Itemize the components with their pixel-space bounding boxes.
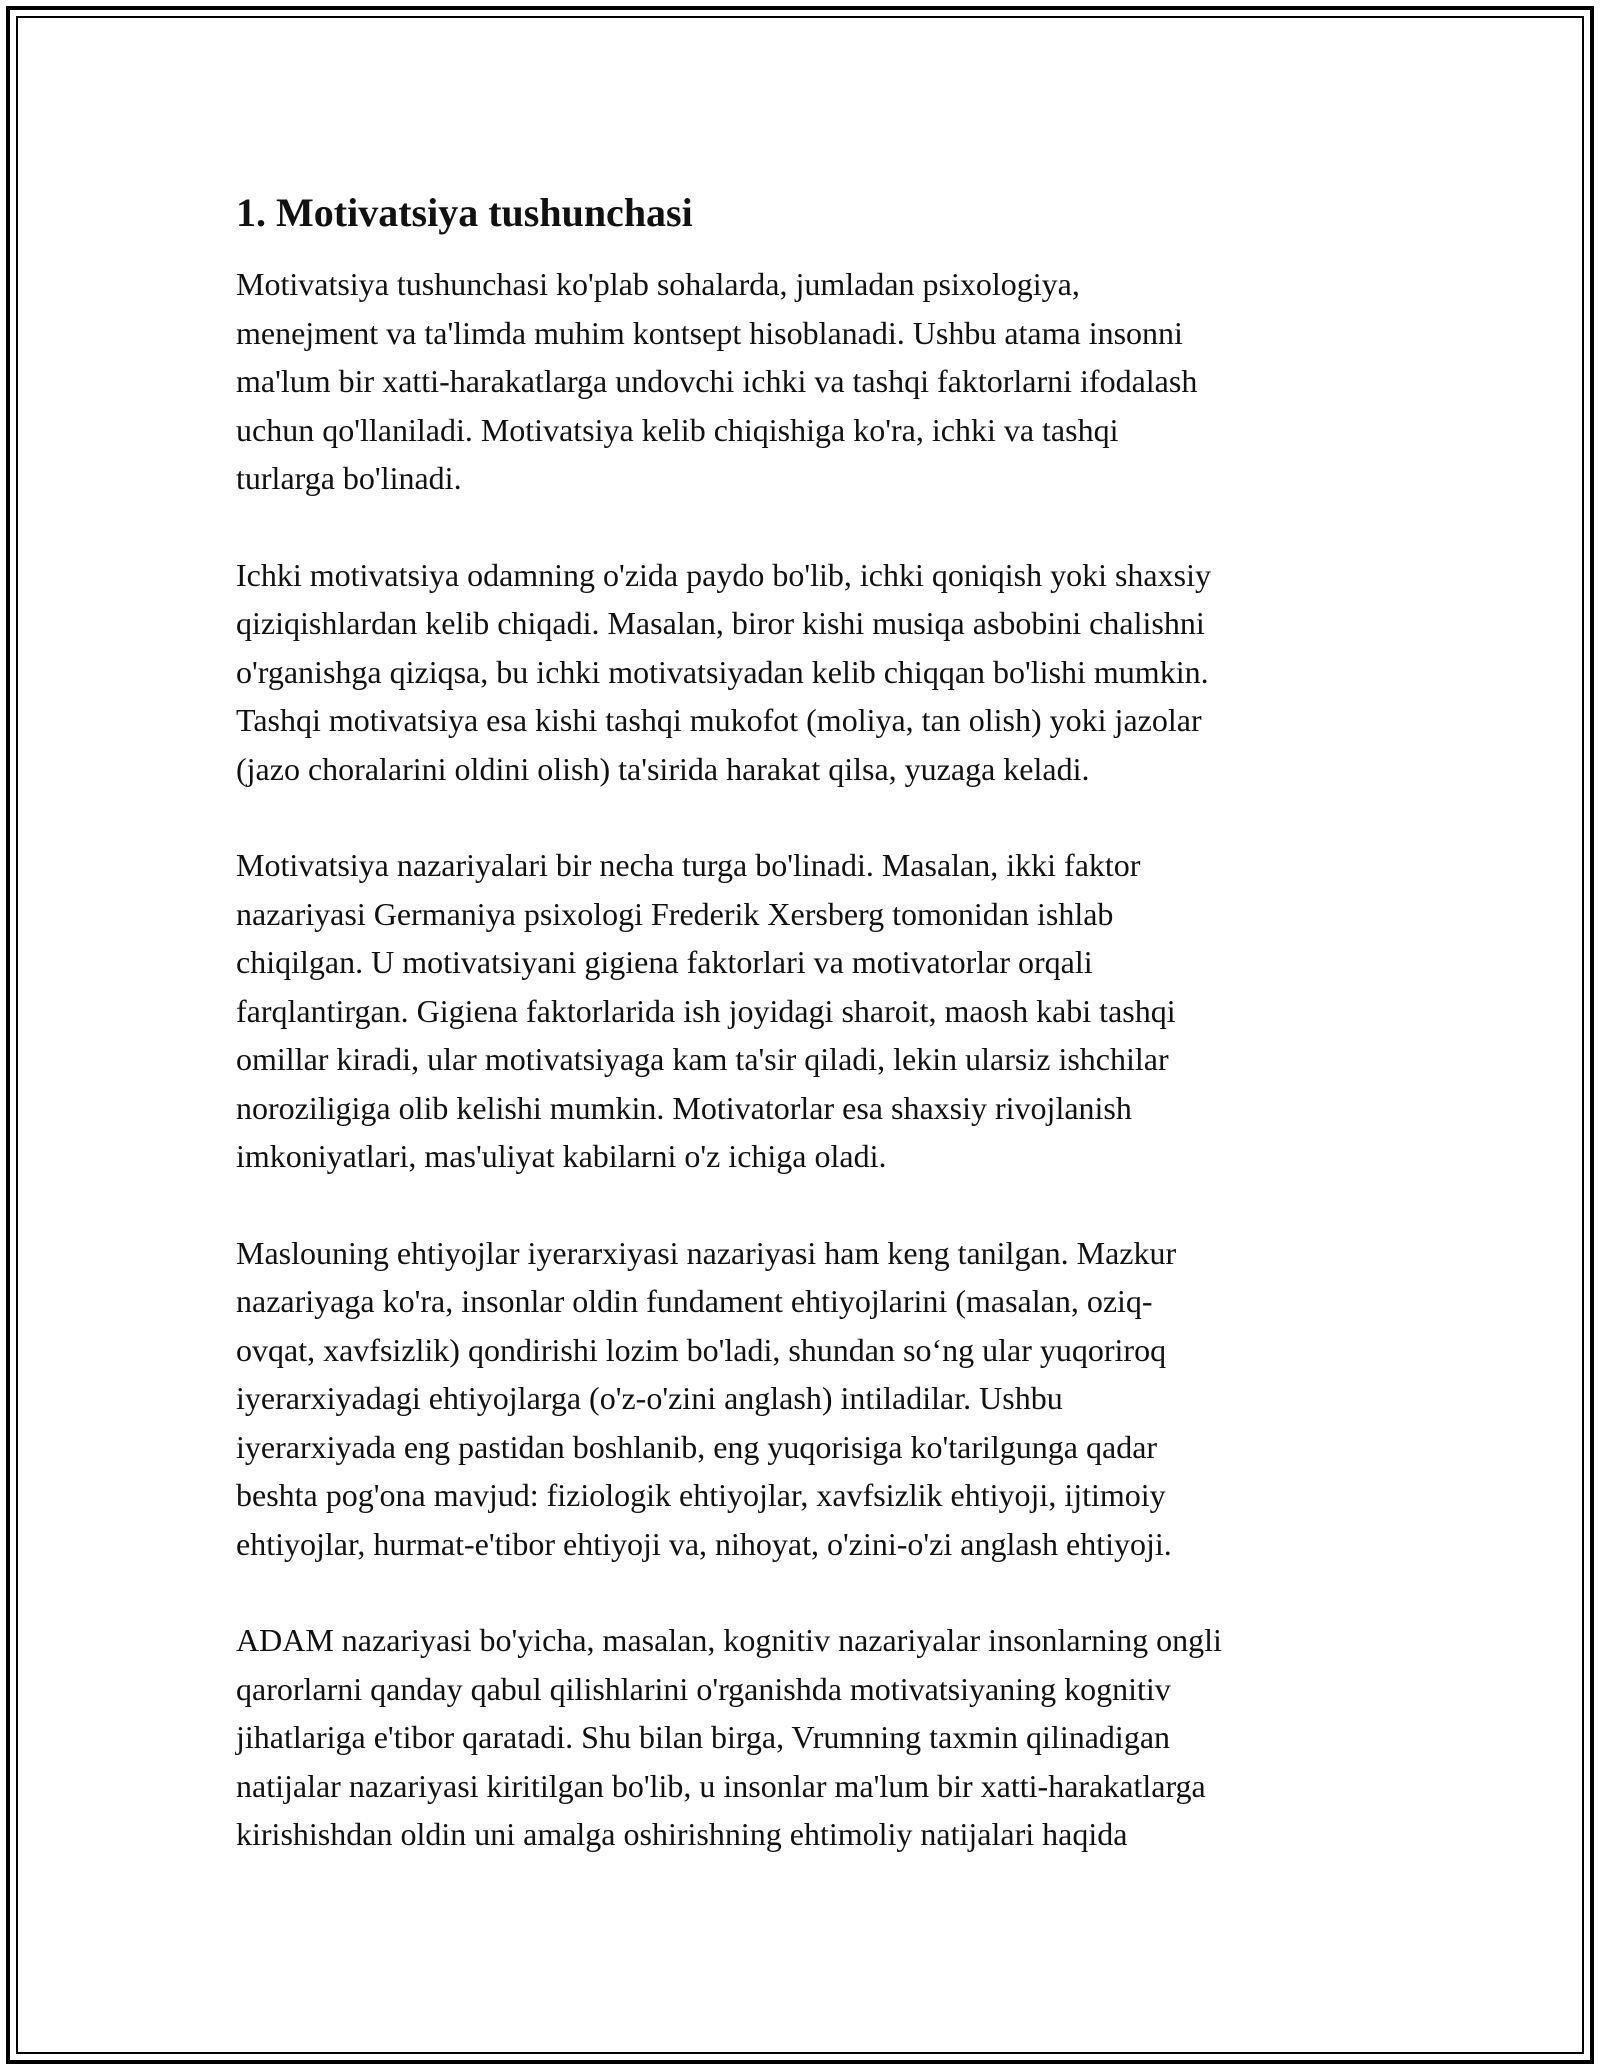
text-line: turlarga bo'linadi.: [236, 460, 462, 496]
document-body: [236, 188, 1376, 1907]
text-line: farqlantirgan. Gigiena faktorlarida ish joyidagi sharoit, maosh kabi tashqi: [236, 992, 1176, 1029]
text-line: natijalar nazariyasi kiritilgan bo'lib, u insonlar ma'lum bir xatti-harakatlarga: [236, 1767, 1206, 1804]
text-line: ADAM nazariyasi bo'yicha, masalan, kognitiv nazariyalar insonlarning ongli: [236, 1622, 1222, 1658]
text-line: Motivatsiya tushunchasi ko'plab sohalarda, jumladan psixologiya,: [236, 266, 1080, 302]
text-line: iyerarxiyada eng pastidan boshlanib, eng yuqorisiga ko'tarilgunga qadar: [236, 1428, 1158, 1465]
text-line: menejment va ta'limda muhim kontsept hisoblanadi. Ushbu atama insonni: [236, 314, 1183, 351]
text-line: ovqat, xavfsizlik) qondirishi lozim bo'ladi, shundan so‘ng ular yuqoriroq: [236, 1331, 1167, 1368]
paragraph-3: [236, 841, 1376, 1181]
text-line: Motivatsiya nazariyalari bir necha turga bo'linadi. Masalan, ikki faktor: [236, 847, 1141, 883]
text-line: (jazo choralarini oldini olish) ta'sirida harakat qilsa, yuzaga keladi.: [236, 750, 1090, 787]
text-line: Maslouning ehtiyojlar iyerarxiyasi nazariyasi ham keng tanilgan. Mazkur: [236, 1234, 1177, 1271]
text-line: kirishishdan oldin uni amalga oshirishning ehtimoliy natijalari haqida: [236, 1816, 1128, 1852]
text-line: chiqilgan. U motivatsiyani gigiena faktorlari va motivatorlar orqali: [236, 944, 1093, 980]
text-line: qiziqishlardan kelib chiqadi. Masalan, biror kishi musiqa asbobini chalishni: [236, 605, 1205, 641]
text-line: omillar kiradi, ular motivatsiyaga kam ta'sir qiladi, lekin ularsiz ishchilar: [236, 1041, 1169, 1077]
section-heading: 1. Motivatsiya tushunchasi: [236, 190, 693, 235]
text-line: Tashqi motivatsiya esa kishi tashqi mukofot (moliya, tan olish) yoki jazolar: [236, 702, 1202, 738]
paragraph-1: [236, 260, 1376, 503]
paragraph-2: [236, 551, 1376, 794]
paragraph-5: [236, 1616, 1376, 1859]
text-line: nazariyaga ko'ra, insonlar oldin fundament ehtiyojlarini (masalan, oziq-: [236, 1283, 1153, 1319]
text-line: Ichki motivatsiya odamning o'zida paydo bo'lib, ichki qoniqish yoki shaxsiy: [236, 556, 1211, 593]
text-line: jihatlariga e'tibor qaratadi. Shu bilan birga, Vrumning taxmin qilinadigan: [236, 1719, 1171, 1755]
text-line: ehtiyojlar, hurmat-e'tibor ehtiyoji va, nihoyat, o'zini-o'zi anglash ehtiyoji.: [236, 1525, 1172, 1562]
text-line: o'rganishga qiziqsa, bu ichki motivatsiyadan kelib chiqqan bo'lishi mumkin.: [236, 653, 1209, 690]
text-line: ma'lum bir xatti-harakatlarga undovchi ichki va tashqi faktorlarni ifodalash: [236, 363, 1198, 399]
text-line: uchun qo'llaniladi. Motivatsiya kelib chiqishiga ko'ra, ichki va tashqi: [236, 411, 1119, 448]
text-line: noroziligiga olib kelishi mumkin. Motivatorlar esa shaxsiy rivojlanish: [236, 1089, 1132, 1126]
text-line: nazariyasi Germaniya psixologi Frederik Xersberg tomonidan ishlab: [236, 895, 1114, 932]
text-line: iyerarxiyadagi ehtiyojlarga (o'z-o'zini anglash) intiladilar. Ushbu: [236, 1380, 1063, 1416]
paragraph-4: [236, 1229, 1376, 1569]
text-line: qarorlarni qanday qabul qilishlarini o'rganishda motivatsiyaning kognitiv: [236, 1670, 1171, 1707]
text-line: beshta pog'ona mavjud: fiziologik ehtiyojlar, xavfsizlik ehtiyoji, ijtimoiy: [236, 1477, 1166, 1513]
text-line: imkoniyatlari, mas'uliyat kabilarni o'z ichiga oladi.: [236, 1138, 887, 1174]
